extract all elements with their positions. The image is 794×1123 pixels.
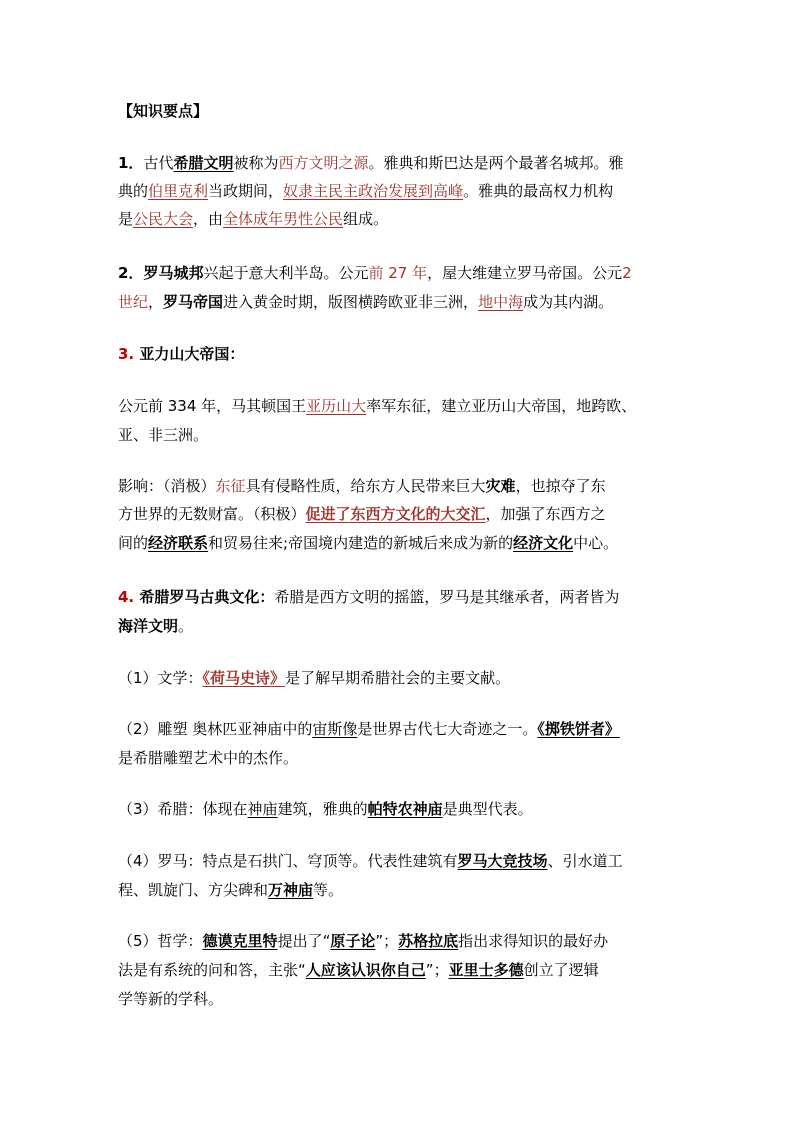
text: 古代 — [143, 154, 174, 172]
item-sculpture-line-2: 是希腊雕塑艺术中的杰作。 — [118, 749, 299, 767]
text: （5）哲学： — [118, 932, 203, 950]
text: 。 — [178, 617, 194, 635]
text: （1）文学： — [118, 669, 203, 687]
term-cultural-exchange: 促进了东西方文化的大交汇 — [305, 505, 486, 523]
text: 是典型代表。 — [442, 800, 533, 818]
text: 组成。 — [343, 210, 389, 228]
item-greek-architecture — [118, 795, 678, 824]
term-maritime-civilization: 海洋文明 — [118, 617, 179, 635]
text: 成为其内湖。 — [523, 293, 614, 311]
title-text: 亚力山大帝国： — [134, 345, 245, 363]
term-democracy-peak: 奴隶主民主政治发展到高峰 — [283, 182, 464, 200]
text: 是 — [118, 210, 134, 228]
text: （3）希腊：体现在 — [118, 800, 248, 818]
text: 影响：（消极） — [118, 477, 216, 495]
text: 进入黄金时期，版图横跨欧亚非三洲， — [223, 293, 479, 311]
paragraph-4-line-2 — [118, 612, 678, 641]
item-sculpture-line-1 — [118, 715, 678, 744]
term-pericles: 伯里克利 — [148, 182, 209, 200]
item-number: 4. — [118, 588, 135, 606]
item-roman-architecture-line-1 — [118, 847, 678, 876]
term-alexander: 亚历山大 — [306, 397, 367, 415]
text: 是了解早期希腊社会的主要文献。 — [285, 669, 511, 687]
term-parthenon: 帕特农神庙 — [367, 800, 443, 818]
text: 公元前 334 年，马其顿国王 — [118, 397, 307, 415]
term-disaster: 灾难 — [485, 477, 516, 495]
text: ， — [148, 293, 164, 311]
paragraph-2-line-1 — [118, 259, 678, 288]
text: ”； — [425, 961, 449, 979]
term-economic-ties: 经济联系 — [148, 534, 209, 552]
section-3-title — [118, 340, 678, 369]
term-homeric-epics: 《荷马史诗》 — [202, 669, 286, 687]
term-adult-male-citizens: 全体成年男性公民 — [223, 210, 344, 228]
text: 创立了逻辑 — [523, 961, 599, 979]
term-western-origin: 西方文明之源 — [278, 154, 369, 172]
text: 间的 — [118, 534, 149, 552]
text: 法是有系统的问和答，主张“ — [118, 961, 306, 979]
term-roman-empire: 罗马帝国 — [163, 293, 224, 311]
text: 当政期间， — [208, 182, 284, 200]
section-4-title: 希腊罗马古典文化： — [134, 588, 275, 606]
text: ，加强了东西方之 — [485, 505, 606, 523]
term-pantheon: 万神庙 — [268, 881, 314, 899]
text: 被称为 — [233, 154, 279, 172]
text: 、引水道工 — [547, 852, 623, 870]
paragraph-3-1-line-2: 亚、非三洲。 — [118, 426, 209, 444]
paragraph-3-1-line-1 — [118, 392, 678, 421]
text: 建筑，雅典的 — [277, 800, 368, 818]
text: 指出求得知识的最好办 — [458, 932, 609, 950]
paragraph-2-line-2 — [118, 288, 678, 317]
item-philosophy-line-3: 学等新的学科。 — [118, 990, 224, 1008]
text: 程、凯旋门、方尖碑和 — [118, 881, 269, 899]
paragraph-3-2-line-3 — [118, 529, 678, 558]
term-mediterranean: 地中海 — [478, 293, 524, 311]
section-heading: 【知识要点】 — [118, 102, 209, 120]
item-number: 1． — [118, 154, 144, 172]
paragraph-4-line-1 — [118, 583, 678, 612]
text: 。雅典和斯巴达是两个最著名城邦。雅 — [368, 154, 624, 172]
text: 方世界的无数财富。（积极） — [118, 505, 306, 523]
text: ”； — [375, 932, 399, 950]
text: 是世界古代七大奇迹之一。 — [357, 720, 538, 738]
text: 中心。 — [573, 534, 619, 552]
text: 典的 — [118, 182, 149, 200]
paragraph-3-2-line-1 — [118, 472, 678, 501]
text: （2）雕塑 奥林匹亚神庙中的 — [118, 720, 313, 738]
paragraph-1-line-1 — [118, 149, 678, 178]
term-know-thyself: 人应该认识你自己 — [305, 961, 426, 979]
term-assembly: 公民大会 — [133, 210, 194, 228]
item-philosophy-line-1 — [118, 927, 678, 956]
paragraph-3-2-line-2 — [118, 500, 678, 529]
text: 希腊是西方文明的摇篮，罗马是其继承者，两者皆为 — [274, 588, 620, 606]
term-2nd-century-a: 2 — [622, 264, 632, 282]
text: 提出了“ — [277, 932, 331, 950]
term-2nd-century-b: 世纪 — [118, 293, 149, 311]
text: 等。 — [313, 881, 344, 899]
text: 和贸易往来;帝国境内建造的新城后来成为新的 — [208, 534, 514, 552]
term-atomism: 原子论 — [330, 932, 376, 950]
text: 率军东征，建立亚历山大帝国，地跨欧、 — [366, 397, 637, 415]
term-colosseum: 罗马大竞技场 — [457, 852, 548, 870]
term-discobolus: 《掷铁饼者》 — [537, 720, 620, 738]
paragraph-1-line-2 — [118, 177, 678, 206]
term-zeus-statue: 宙斯像 — [312, 720, 358, 738]
text: （4）罗马：特点是石拱门、穹顶等。代表性建筑有 — [118, 852, 458, 870]
term-eastern-expedition: 东征 — [215, 477, 246, 495]
term-democritus: 德谟克里特 — [202, 932, 278, 950]
term-economy-culture: 经济文化 — [513, 534, 574, 552]
text: 兴起于意大利半岛。公元 — [203, 264, 369, 282]
item-number: 3. — [118, 345, 135, 363]
item-philosophy-line-2 — [118, 956, 678, 985]
term-aristotle: 亚里士多德 — [448, 961, 524, 979]
text: ，由 — [193, 210, 224, 228]
item-number: 2． — [118, 264, 144, 282]
text: ，屋大维建立罗马帝国。公元 — [427, 264, 623, 282]
paragraph-1-line-3 — [118, 205, 678, 234]
item-roman-architecture-line-2 — [118, 876, 678, 905]
term-temple: 神庙 — [247, 800, 278, 818]
term-greek-civilization: 希腊文明 — [173, 154, 234, 172]
term-27bc: 前 27 年 — [368, 264, 428, 282]
text: 。雅典的最高权力机构 — [463, 182, 614, 200]
text: ，也掠夺了东 — [515, 477, 606, 495]
text: 具有侵略性质，给东方人民带来巨大 — [245, 477, 486, 495]
term-roman-city-state: 罗马城邦 — [143, 264, 204, 282]
term-socrates: 苏格拉底 — [398, 932, 459, 950]
item-literature — [118, 664, 678, 693]
